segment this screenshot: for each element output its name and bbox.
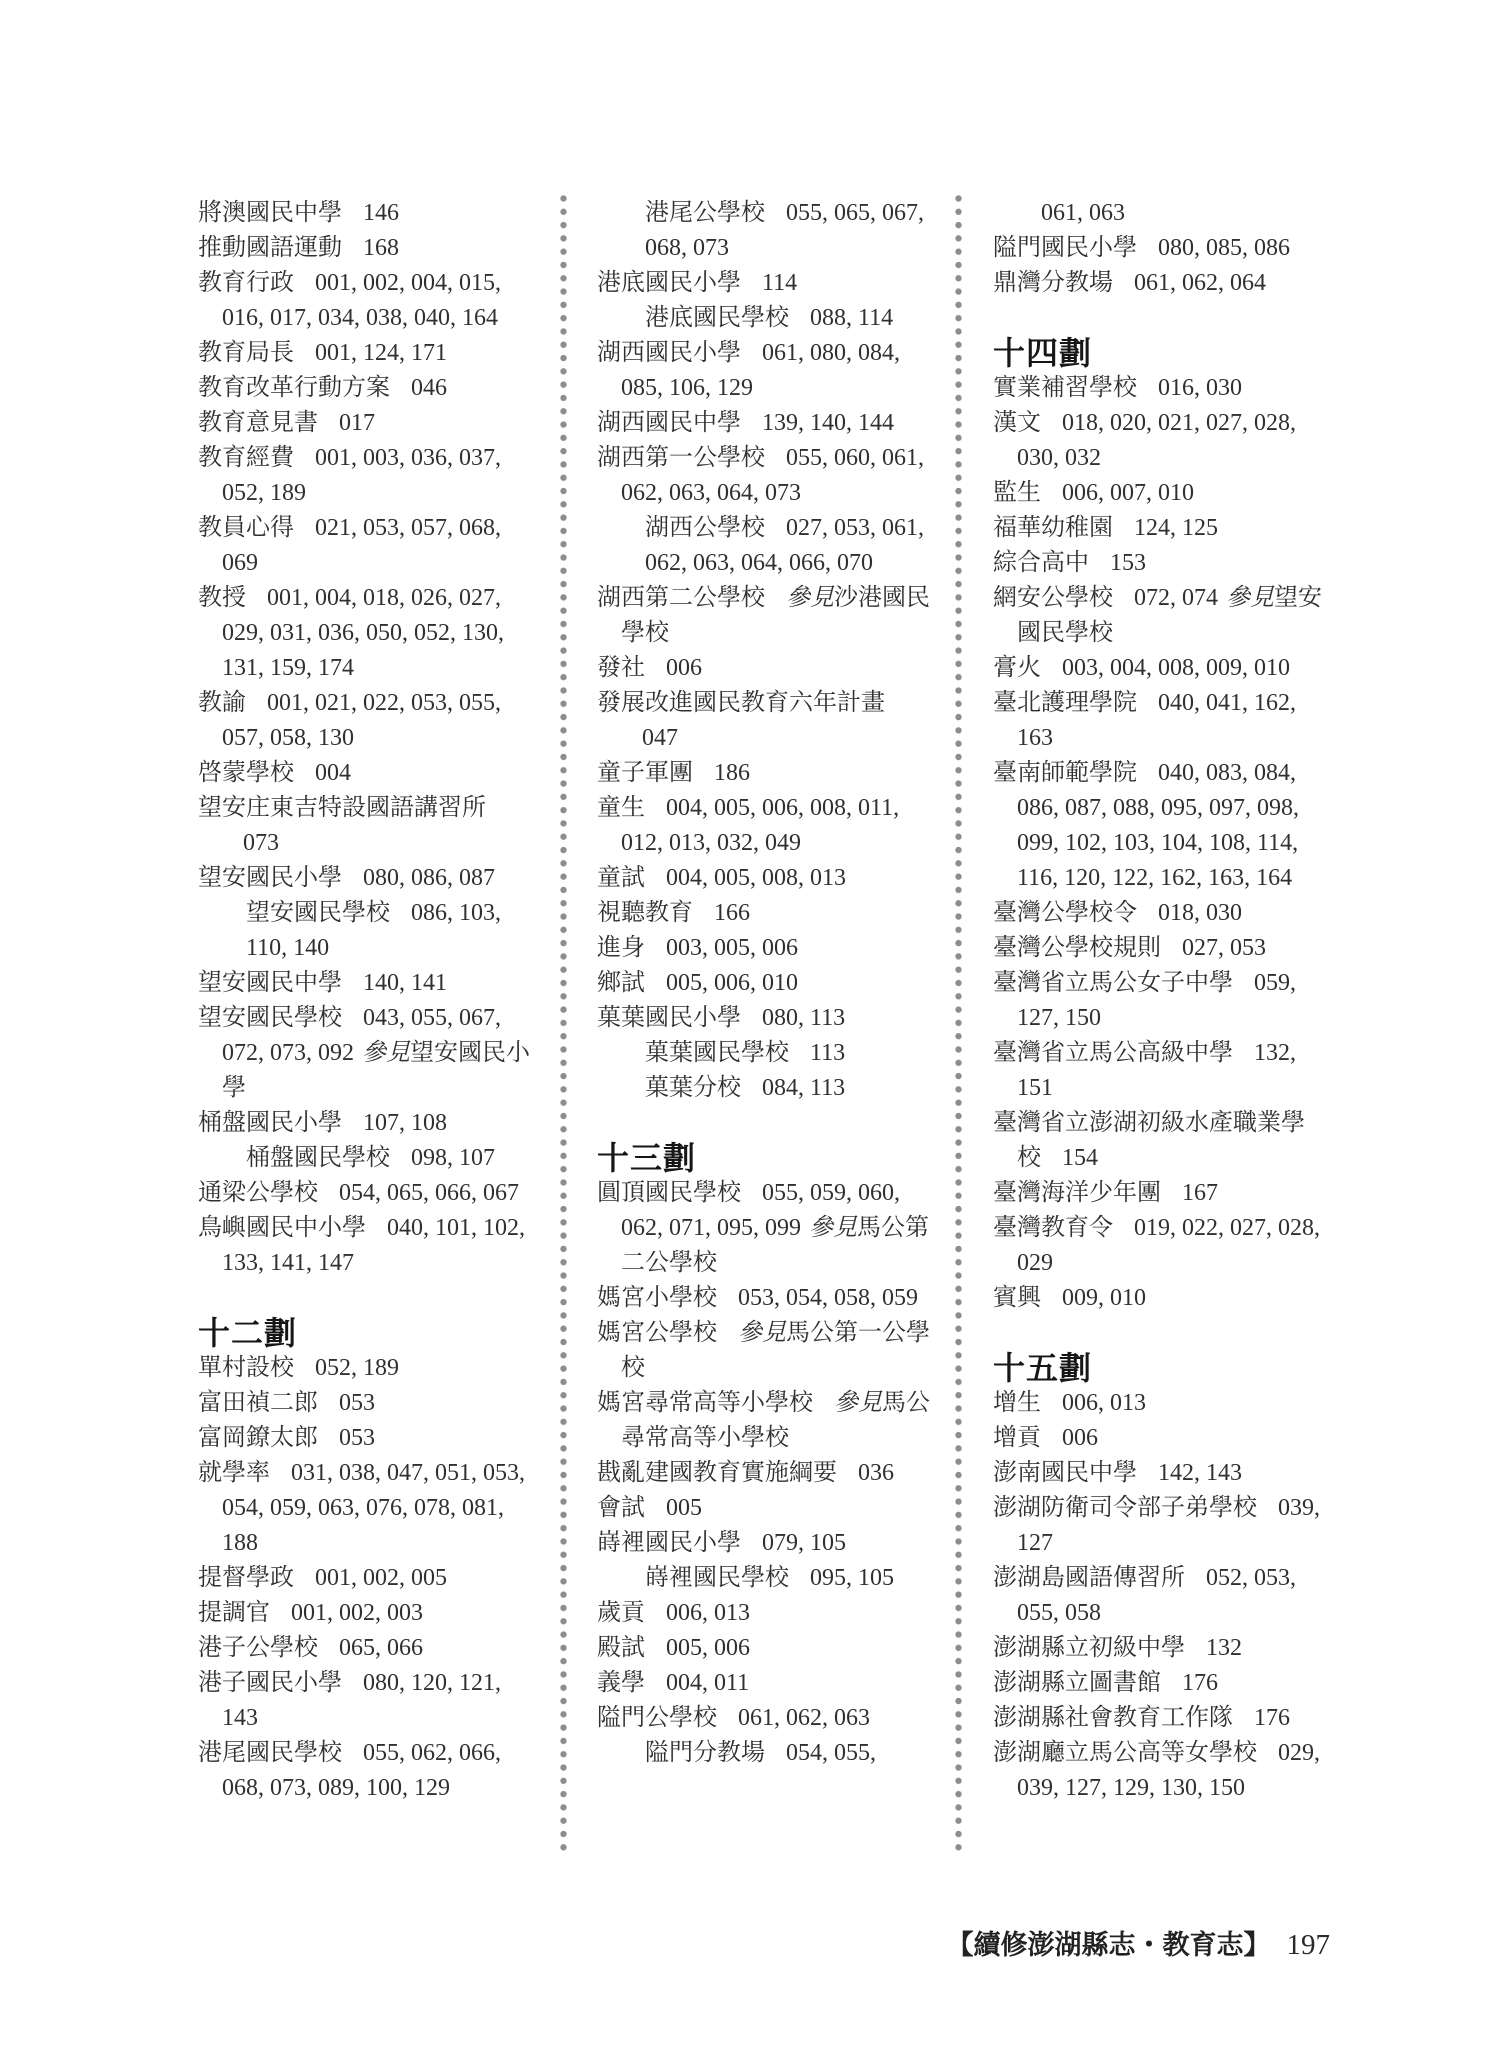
entry-pages: 166 — [714, 900, 750, 926]
index-entry — [597, 1526, 932, 1561]
entry-term: 通梁公學校 — [198, 1180, 318, 1206]
index-entry — [198, 336, 533, 371]
entry-term: 增貢 — [993, 1425, 1041, 1451]
index-entry — [597, 1456, 932, 1491]
entry-pages: 006, 013 — [1062, 1390, 1146, 1416]
entry-pages: 001, 002, 004, 015, 016, 017, 034, 038, 040, 164 — [222, 270, 501, 331]
see-also-target: 馬公尋常高等小學校 — [621, 1390, 930, 1451]
index-entry — [993, 896, 1328, 931]
entry-pages: 072, 074 — [1134, 585, 1218, 611]
entry-term: 澎湖縣立圖書館 — [993, 1670, 1161, 1696]
index-entry — [198, 861, 533, 896]
entry-term: 澎湖防衛司令部子弟學校 — [993, 1495, 1257, 1521]
index-entry — [597, 686, 932, 756]
entry-pages: 039, 127 — [1017, 1495, 1320, 1556]
index-entry — [597, 581, 932, 651]
entry-term: 媽宮尋常高等小學校 — [597, 1390, 813, 1416]
entry-pages: 095, 105 — [810, 1565, 894, 1591]
entry-term: 膏火 — [993, 655, 1041, 681]
entry-term: 提調官 — [198, 1600, 270, 1626]
entry-term: 媽宮公學校 — [597, 1320, 717, 1346]
entry-term: 教育經費 — [198, 445, 294, 471]
entry-pages: 176 — [1182, 1670, 1218, 1696]
entry-term: 就學率 — [198, 1460, 270, 1486]
entry-term: 港尾國民學校 — [198, 1740, 342, 1766]
entry-term: 望安庄東吉特設國語講習所 — [198, 795, 486, 821]
entry-term: 隘門分教場 — [645, 1740, 765, 1766]
entry-pages: 031, 038, 047, 051, 053, 054, 059, 063, 076, 078, 081, 188 — [222, 1460, 525, 1556]
see-also-target: 望安國民學校 — [1017, 585, 1322, 646]
entry-term: 臺北護理學院 — [993, 690, 1137, 716]
index-entry — [993, 1211, 1328, 1281]
entry-pages: 004, 005, 006, 008, 011, 012, 013, 032, 049 — [621, 795, 900, 856]
entry-term: 望安國民學校 — [198, 1005, 342, 1031]
stroke-count-heading: 十二劃 — [198, 1315, 298, 1351]
entry-pages: 005, 006 — [666, 1635, 750, 1661]
see-also-label: 參見 — [738, 1320, 786, 1346]
entry-term: 童試 — [597, 865, 645, 891]
index-entry — [993, 1666, 1328, 1701]
entry-term: 嵵裡國民學校 — [645, 1565, 789, 1591]
entry-pages: 005 — [666, 1495, 702, 1521]
entry-pages: 176 — [1254, 1705, 1290, 1731]
entry-pages: 001, 002, 003 — [291, 1600, 423, 1626]
entry-term: 臺灣公學校令 — [993, 900, 1137, 926]
entry-pages: 140, 141 — [363, 970, 447, 996]
entry-term: 望安國民小學 — [198, 865, 342, 891]
entry-term: 湖西第一公學校 — [597, 445, 765, 471]
index-entry — [597, 406, 932, 441]
see-also-label: 參見 — [362, 1040, 410, 1066]
entry-term: 賓興 — [993, 1285, 1041, 1311]
entry-term: 將澳國民中學 — [198, 200, 342, 226]
entry-term: 教諭 — [198, 690, 246, 716]
index-entry — [198, 1666, 533, 1736]
entry-pages: 027, 053 — [1182, 935, 1266, 961]
index-entry — [993, 651, 1328, 686]
index-entry — [597, 1316, 932, 1386]
index-entry — [198, 511, 533, 581]
index-entry — [198, 196, 533, 231]
index-entry — [993, 1561, 1328, 1631]
index-entry — [993, 1176, 1328, 1211]
entry-term: 臺灣教育令 — [993, 1215, 1113, 1241]
entry-term: 監生 — [993, 480, 1041, 506]
entry-pages: 027, 053, 061, 062, 063, 064, 066, 070 — [645, 515, 924, 576]
entry-continuation — [1041, 196, 1328, 231]
entry-pages: 055, 059, 060, 062, 071, 095, 099 — [621, 1180, 900, 1241]
index-subentry — [645, 196, 932, 266]
entry-pages: 088, 114 — [810, 305, 894, 331]
entry-term: 臺灣省立馬公女子中學 — [993, 970, 1233, 996]
index-entry — [993, 581, 1328, 651]
index-entry — [993, 546, 1328, 581]
index-entry — [198, 441, 533, 511]
entry-pages: 107, 108 — [363, 1110, 447, 1136]
entry-term: 進身 — [597, 935, 645, 961]
entry-term: 網安公學校 — [993, 585, 1113, 611]
index-entry — [198, 756, 533, 791]
entry-term: 教育行政 — [198, 270, 294, 296]
entry-pages: 009, 010 — [1062, 1285, 1146, 1311]
entry-term: 菓葉分校 — [645, 1075, 741, 1101]
entry-pages: 018, 020, 021, 027, 028, 030, 032 — [1017, 410, 1296, 471]
entry-term: 教授 — [198, 585, 246, 611]
entry-pages: 016, 030 — [1158, 375, 1242, 401]
index-entry — [597, 1631, 932, 1666]
entry-term: 推動國語運動 — [198, 235, 342, 261]
see-also-label: 參見 — [809, 1215, 857, 1241]
index-entry — [198, 1001, 533, 1106]
entry-pages: 004 — [315, 760, 351, 786]
index-entry — [198, 966, 533, 1001]
entry-pages: 053, 054, 058, 059 — [738, 1285, 918, 1311]
index-entry — [198, 581, 533, 686]
see-also-label: 參見 — [786, 585, 834, 611]
stroke-count-heading: 十五劃 — [993, 1350, 1093, 1386]
entry-pages: 001, 021, 022, 053, 055, 057, 058, 130 — [222, 690, 501, 751]
index-entry — [993, 371, 1328, 406]
index-entry — [198, 1421, 533, 1456]
entry-term: 義學 — [597, 1670, 645, 1696]
entry-term: 澎南國民中學 — [993, 1460, 1137, 1486]
entry-term: 桶盤國民學校 — [246, 1145, 390, 1171]
page-number: 197 — [1286, 1929, 1330, 1961]
index-entry — [198, 1561, 533, 1596]
index-subentry — [645, 301, 932, 336]
entry-term: 綜合高中 — [993, 550, 1089, 576]
index-entry — [597, 896, 932, 931]
index-entry — [198, 791, 533, 861]
see-also-target: 望安國民小學 — [222, 1040, 530, 1101]
entry-term: 嵵裡國民小學 — [597, 1530, 741, 1556]
index-entry — [993, 511, 1328, 546]
entry-pages: 054, 065, 066, 067 — [339, 1180, 519, 1206]
index-entry — [597, 756, 932, 791]
entry-pages: 080, 113 — [762, 1005, 846, 1031]
entry-term: 澎湖島國語傳習所 — [993, 1565, 1185, 1591]
entry-term: 港尾公學校 — [645, 200, 765, 226]
entry-pages: 073 — [243, 830, 279, 856]
entry-term: 實業補習學校 — [993, 375, 1137, 401]
entry-pages: 052, 189 — [315, 1355, 399, 1381]
index-subentry — [246, 896, 533, 966]
entry-term: 港底國民小學 — [597, 270, 741, 296]
entry-term: 港底國民學校 — [645, 305, 789, 331]
index-entry — [597, 931, 932, 966]
index-subentry — [645, 1071, 932, 1106]
index-column-3 — [993, 196, 1328, 1806]
entry-term: 發展改進國民教育六年計畫 — [597, 690, 885, 716]
entry-term: 菓葉國民小學 — [597, 1005, 741, 1031]
entry-pages: 040, 041, 162, 163 — [1017, 690, 1296, 751]
entry-pages: 142, 143 — [1158, 1460, 1242, 1486]
entry-term: 澎湖廳立馬公高等女學校 — [993, 1740, 1257, 1766]
entry-pages: 019, 022, 027, 028, 029 — [1017, 1215, 1320, 1276]
entry-pages: 006 — [666, 655, 702, 681]
entry-term: 港子公學校 — [198, 1635, 318, 1661]
index-subentry — [645, 1736, 932, 1771]
entry-term: 童生 — [597, 795, 645, 821]
entry-term: 港子國民小學 — [198, 1670, 342, 1696]
index-entry — [198, 1456, 533, 1561]
entry-pages: 154 — [1062, 1145, 1098, 1171]
index-entry — [198, 1351, 533, 1386]
entry-term: 富岡鐐太郎 — [198, 1425, 318, 1451]
entry-term: 單村設校 — [198, 1355, 294, 1381]
stroke-count-heading: 十四劃 — [993, 335, 1093, 371]
index-entry — [198, 1176, 533, 1211]
entry-pages: 139, 140, 144 — [762, 410, 894, 436]
index-subentry — [645, 1561, 932, 1596]
entry-term: 鳥嶼國民中小學 — [198, 1215, 366, 1241]
index-entry — [597, 1386, 932, 1456]
entry-pages: 061, 062, 063 — [738, 1705, 870, 1731]
index-entry — [597, 266, 932, 301]
entry-pages: 124, 125 — [1134, 515, 1218, 541]
index-entry — [993, 931, 1328, 966]
entry-term: 臺灣省立澎湖初級水產職業學校 — [993, 1110, 1305, 1171]
entry-pages: 052, 053, 055, 058 — [1017, 1565, 1296, 1626]
entry-pages: 004, 005, 008, 013 — [666, 865, 846, 891]
index-entry — [993, 1421, 1328, 1456]
entry-pages: 036 — [858, 1460, 894, 1486]
index-entry — [597, 861, 932, 896]
index-entry — [198, 1736, 533, 1806]
page-footer — [947, 1928, 1331, 1967]
entry-term: 鼎灣分教場 — [993, 270, 1113, 296]
entry-pages: 040, 101, 102, 133, 141, 147 — [222, 1215, 525, 1276]
entry-pages: 079, 105 — [762, 1530, 846, 1556]
entry-term: 漢文 — [993, 410, 1041, 436]
entry-term: 湖西國民中學 — [597, 410, 741, 436]
index-entry — [597, 791, 932, 861]
index-entry — [597, 441, 932, 511]
index-entry — [993, 966, 1328, 1036]
entry-term: 望安國民學校 — [246, 900, 390, 926]
index-entry — [198, 1631, 533, 1666]
index-entry — [597, 1491, 932, 1526]
entry-pages: 018, 030 — [1158, 900, 1242, 926]
entry-pages: 080, 120, 121, 143 — [222, 1670, 501, 1731]
entry-pages: 055, 065, 067, 068, 073 — [645, 200, 924, 261]
index-entry — [993, 1456, 1328, 1491]
index-entry — [993, 1631, 1328, 1666]
entry-pages: 168 — [363, 235, 399, 261]
index-entry — [993, 1386, 1328, 1421]
entry-pages: 053 — [339, 1425, 375, 1451]
entry-term: 澎湖縣立初級中學 — [993, 1635, 1185, 1661]
entry-pages: 055, 062, 066, 068, 073, 089, 100, 129 — [222, 1740, 501, 1801]
index-entry — [993, 1106, 1328, 1176]
entry-pages: 021, 053, 057, 068, 069 — [222, 515, 501, 576]
entry-term: 臺灣海洋少年團 — [993, 1180, 1161, 1206]
entry-term: 視聽教育 — [597, 900, 693, 926]
entry-term: 隘門國民小學 — [993, 235, 1137, 261]
index-entry — [993, 686, 1328, 756]
entry-term: 富田禎二郎 — [198, 1390, 318, 1416]
entry-term: 歲貢 — [597, 1600, 645, 1626]
entry-pages: 132, 151 — [1017, 1040, 1296, 1101]
index-entry — [597, 1176, 932, 1281]
entry-term: 福華幼稚園 — [993, 515, 1113, 541]
entry-pages: 006 — [1062, 1425, 1098, 1451]
entry-pages: 084, 113 — [762, 1075, 846, 1101]
entry-pages: 017 — [339, 410, 375, 436]
entry-term: 桶盤國民小學 — [198, 1110, 342, 1136]
entry-pages: 046 — [411, 375, 447, 401]
entry-pages: 001, 002, 005 — [315, 1565, 447, 1591]
entry-pages: 086, 103, 110, 140 — [246, 900, 501, 961]
entry-term: 戡亂建國教育實施綱要 — [597, 1460, 837, 1486]
entry-term: 圓頂國民學校 — [597, 1180, 741, 1206]
index-column-2 — [597, 196, 932, 1771]
entry-pages: 053 — [339, 1390, 375, 1416]
index-entry — [993, 266, 1328, 301]
entry-pages: 061, 063 — [1041, 200, 1125, 226]
entry-term: 臺灣公學校規則 — [993, 935, 1161, 961]
entry-pages: 001, 124, 171 — [315, 340, 447, 366]
index-entry — [993, 1736, 1328, 1806]
index-entry — [198, 686, 533, 756]
entry-pages: 047 — [642, 725, 678, 751]
entry-term: 會試 — [597, 1495, 645, 1521]
entry-term: 教育意見書 — [198, 410, 318, 436]
index-entry — [597, 336, 932, 406]
index-subentry — [645, 511, 932, 581]
entry-pages: 061, 062, 064 — [1134, 270, 1266, 296]
entry-pages: 003, 005, 006 — [666, 935, 798, 961]
entry-pages: 146 — [363, 200, 399, 226]
entry-pages: 153 — [1110, 550, 1146, 576]
index-entry — [198, 1596, 533, 1631]
entry-pages: 006, 007, 010 — [1062, 480, 1194, 506]
entry-pages: 080, 085, 086 — [1158, 235, 1290, 261]
index-subentry — [645, 1036, 932, 1071]
see-also-label: 參見 — [834, 1390, 882, 1416]
entry-term: 教育改革行動方案 — [198, 375, 390, 401]
entry-term: 教育局長 — [198, 340, 294, 366]
entry-pages: 043, 055, 067, 072, 073, 092 — [222, 1005, 501, 1066]
index-column-1 — [198, 196, 533, 1806]
entry-term: 菓葉國民學校 — [645, 1040, 789, 1066]
index-entry — [597, 1666, 932, 1701]
entry-pages: 065, 066 — [339, 1635, 423, 1661]
entry-term: 鄉試 — [597, 970, 645, 996]
index-entry — [198, 1386, 533, 1421]
index-entry — [198, 371, 533, 406]
index-entry — [198, 231, 533, 266]
entry-term: 望安國民中學 — [198, 970, 342, 996]
entry-term: 提督學政 — [198, 1565, 294, 1591]
index-entry — [993, 756, 1328, 896]
entry-term: 湖西國民小學 — [597, 340, 741, 366]
entry-pages: 186 — [714, 760, 750, 786]
see-also-label: 參見 — [1226, 585, 1274, 611]
entry-term: 澎湖縣社會教育工作隊 — [993, 1705, 1233, 1731]
index-entry — [993, 1491, 1328, 1561]
entry-term: 湖西第二公學校 — [597, 585, 765, 611]
index-entry — [597, 1281, 932, 1316]
entry-pages: 167 — [1182, 1180, 1218, 1206]
entry-pages: 098, 107 — [411, 1145, 495, 1171]
stroke-count-heading: 十三劃 — [597, 1140, 697, 1176]
entry-term: 童子軍團 — [597, 760, 693, 786]
column-separator-1 — [560, 194, 567, 1856]
entry-pages: 132 — [1206, 1635, 1242, 1661]
entry-pages: 061, 080, 084, 085, 106, 129 — [621, 340, 900, 401]
index-entry — [993, 1701, 1328, 1736]
entry-pages: 114 — [762, 270, 798, 296]
see-also-target: 馬公第一公學校 — [621, 1320, 930, 1381]
index-entry — [993, 1036, 1328, 1106]
index-entry — [198, 266, 533, 336]
entry-term: 隘門公學校 — [597, 1705, 717, 1731]
column-separator-2 — [955, 194, 962, 1856]
entry-term: 增生 — [993, 1390, 1041, 1416]
index-entry — [993, 1281, 1328, 1316]
entry-pages: 001, 003, 036, 037, 052, 189 — [222, 445, 501, 506]
entry-term: 教員心得 — [198, 515, 294, 541]
index-entry — [597, 966, 932, 1001]
entry-pages: 005, 006, 010 — [666, 970, 798, 996]
see-also-target: 馬公第二公學校 — [621, 1215, 929, 1276]
entry-pages: 029, 039, 127, 129, 130, 150 — [1017, 1740, 1320, 1801]
entry-pages: 040, 083, 084, 086, 087, 088, 095, 097, 098, 099, 102, 103, 104, 108, 114, 116, 120, 122, 162, 163, 164 — [1017, 760, 1299, 891]
entry-pages: 001, 004, 018, 026, 027, 029, 031, 036, 050, 052, 130, 131, 159, 174 — [222, 585, 504, 681]
entry-pages: 003, 004, 008, 009, 010 — [1062, 655, 1290, 681]
entry-pages: 080, 086, 087 — [363, 865, 495, 891]
entry-term: 發社 — [597, 655, 645, 681]
entry-term: 啓蒙學校 — [198, 760, 294, 786]
entry-term: 臺灣省立馬公高級中學 — [993, 1040, 1233, 1066]
entry-term: 媽宮小學校 — [597, 1285, 717, 1311]
index-subentry — [246, 1141, 533, 1176]
book-title: 【續修澎湖縣志・教育志】 — [946, 1930, 1271, 1960]
entry-pages: 059, 127, 150 — [1017, 970, 1296, 1031]
index-entry — [597, 1701, 932, 1736]
index-entry — [993, 476, 1328, 511]
entry-pages: 004, 011 — [666, 1670, 750, 1696]
index-entry — [597, 1001, 932, 1036]
index-entry — [198, 1106, 533, 1141]
entry-pages: 006, 013 — [666, 1600, 750, 1626]
see-also-target: 沙港國民學校 — [621, 585, 930, 646]
entry-term: 殿試 — [597, 1635, 645, 1661]
index-entry — [597, 651, 932, 686]
entry-pages: 054, 055, — [786, 1740, 876, 1766]
entry-pages: 055, 060, 061, 062, 063, 064, 073 — [621, 445, 924, 506]
index-entry — [993, 406, 1328, 476]
entry-pages: 113 — [810, 1040, 846, 1066]
entry-term: 湖西公學校 — [645, 515, 765, 541]
index-entry — [993, 231, 1328, 266]
index-entry — [597, 1596, 932, 1631]
index-entry — [198, 1211, 533, 1281]
entry-term: 臺南師範學院 — [993, 760, 1137, 786]
index-entry — [198, 406, 533, 441]
